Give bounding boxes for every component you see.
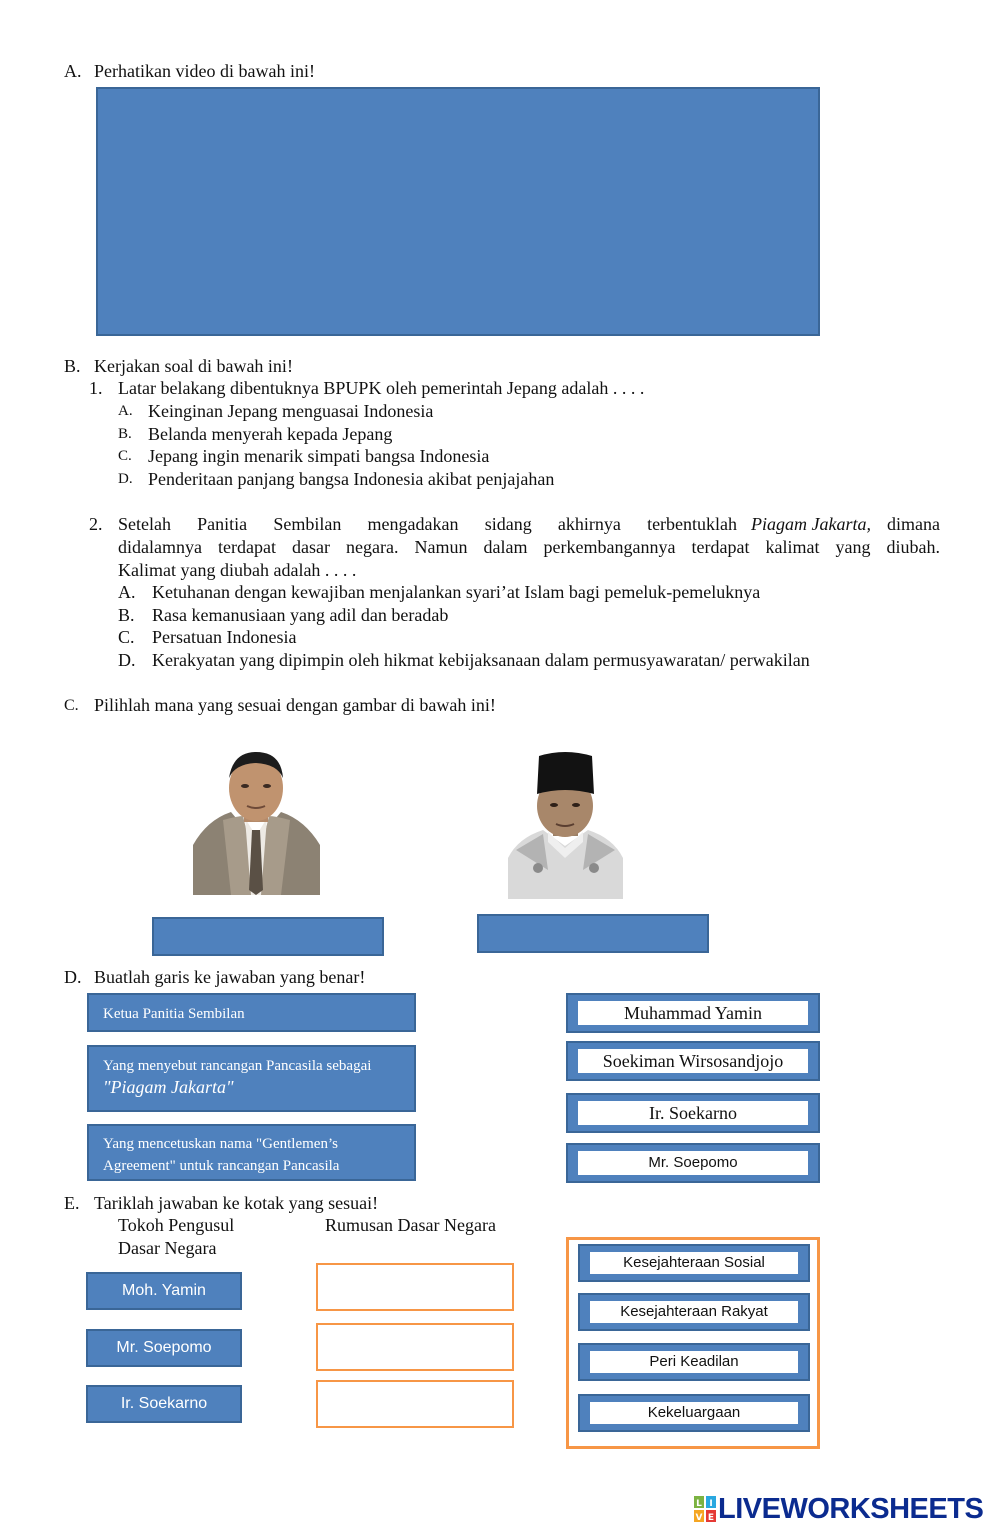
drag-option-2[interactable]	[578, 1293, 810, 1331]
match-question-1[interactable]	[87, 993, 416, 1032]
section-a-title: Perhatikan video di bawah ini!	[94, 61, 315, 81]
section-c-letter: C.	[64, 697, 79, 714]
q1-option-b-letter: B.	[118, 426, 132, 442]
drag-option-1-label: Kesejahteraan Sosial	[590, 1252, 798, 1274]
drag-option-2-label: Kesejahteraan Rakyat	[590, 1301, 798, 1323]
drop-zone-3[interactable]	[316, 1380, 514, 1428]
svg-text:I: I	[709, 1499, 713, 1509]
drag-option-4-label: Kekeluargaan	[590, 1402, 798, 1424]
match-question-1-text: Ketua Panitia Sembilan	[103, 1006, 245, 1022]
photo-1-answer-box[interactable]	[152, 917, 384, 956]
q1-option-b[interactable]: Belanda menyerah kepada Jepang	[148, 424, 393, 444]
q2-option-d-letter: D.	[118, 650, 136, 670]
svg-text:E: E	[707, 1513, 715, 1522]
match-answer-3-label: Ir. Soekarno	[578, 1101, 808, 1125]
q2-option-a[interactable]: Ketuhanan dengan kewajiban menjalankan syari’at Islam bagi pemeluk-pemeluknya	[152, 582, 761, 602]
column-heading-proposer-line2: Dasar Negara	[118, 1238, 217, 1258]
match-answer-1-label: Muhammad Yamin	[578, 1001, 808, 1025]
match-answer-1[interactable]	[566, 993, 820, 1033]
match-answer-3[interactable]	[566, 1093, 820, 1133]
video-player[interactable]	[96, 87, 820, 336]
drag-option-3-label: Peri Keadilan	[590, 1351, 798, 1373]
liveworksheets-brand[interactable]	[694, 1494, 983, 1524]
svg-text:L: L	[696, 1499, 702, 1509]
section-d-title: Buatlah garis ke jawaban yang benar!	[94, 967, 366, 987]
section-e-title: Tariklah jawaban ke kotak yang sesuai!	[94, 1193, 379, 1213]
drag-option-4[interactable]	[578, 1394, 810, 1432]
q2-number: 2.	[89, 514, 103, 534]
drag-option-3[interactable]	[578, 1343, 810, 1381]
section-e-letter: E.	[64, 1193, 80, 1213]
q2-line1-end: dimana	[887, 514, 940, 534]
section-d-letter: D.	[64, 967, 82, 987]
match-answer-4[interactable]	[566, 1143, 820, 1183]
column-heading-proposer-line1: Tokoh Pengusul	[118, 1215, 235, 1235]
section-b-title: Kerjakan soal di bawah ini!	[94, 356, 293, 376]
q2-line3: Kalimat yang diubah adalah . . . .	[118, 560, 357, 580]
match-answer-2-label: Soekiman Wirsosandjojo	[578, 1049, 808, 1073]
q2-line1-italic: Piagam Jakarta,	[751, 514, 872, 534]
proposer-soepomo[interactable]: Mr. Soepomo	[86, 1329, 242, 1367]
photo-2-answer-box[interactable]	[477, 914, 709, 953]
match-question-3-line2: Agreement" untuk rancangan Pancasila	[103, 1158, 340, 1174]
drop-zone-2[interactable]	[316, 1323, 514, 1371]
q1-option-a[interactable]: Keinginan Jepang menguasai Indonesia	[148, 401, 434, 421]
section-b-letter: B.	[64, 356, 81, 376]
portrait-photo-1	[193, 750, 320, 895]
match-question-3-line1: Yang mencetuskan nama "Gentlemen’s	[103, 1136, 338, 1152]
proposer-yamin[interactable]: Moh. Yamin	[86, 1272, 242, 1310]
section-c-title: Pilihlah mana yang sesuai dengan gambar di bawah ini!	[94, 695, 496, 715]
q1-option-d[interactable]: Penderitaan panjang bangsa Indonesia akibat penjajahan	[148, 469, 555, 489]
q1-option-c[interactable]: Jepang ingin menarik simpati bangsa Indonesia	[148, 446, 490, 466]
q1-option-c-letter: C.	[118, 448, 132, 464]
q1-text: Latar belakang dibentuknya BPUPK oleh pemerintah Jepang adalah . . . .	[118, 378, 645, 398]
q1-option-a-letter: A.	[118, 403, 133, 419]
drag-option-1[interactable]	[578, 1244, 810, 1282]
column-heading-formulation: Rumusan Dasar Negara	[325, 1215, 496, 1235]
match-answer-4-label: Mr. Soepomo	[578, 1151, 808, 1175]
liveworksheets-wordmark: LIVEWORKSHEETS	[718, 1493, 984, 1525]
match-question-2[interactable]	[87, 1045, 416, 1112]
match-question-2-line2: "Piagam Jakarta"	[103, 1077, 234, 1097]
portrait-photo-2	[508, 750, 623, 899]
q2-option-c[interactable]: Persatuan Indonesia	[152, 627, 297, 647]
q1-option-d-letter: D.	[118, 471, 133, 487]
match-question-3[interactable]	[87, 1124, 416, 1181]
proposer-soekarno[interactable]: Ir. Soekarno	[86, 1385, 242, 1423]
q2-option-b[interactable]: Rasa kemanusiaan yang adil dan beradab	[152, 605, 449, 625]
drop-zone-1[interactable]	[316, 1263, 514, 1311]
liveworksheets-logo-icon	[694, 1496, 716, 1522]
q2-option-d[interactable]: Kerakyatan yang dipimpin oleh hikmat kebijaksanaan dalam permusyawaratan/ perwakilan	[152, 650, 810, 670]
match-question-2-line1: Yang menyebut rancangan Pancasila sebagai	[103, 1058, 372, 1074]
q2-option-b-letter: B.	[118, 605, 135, 625]
q2-option-c-letter: C.	[118, 627, 135, 647]
section-a-letter: A.	[64, 61, 82, 81]
q2-line2: didalamnya terdapat dasar negara. Namun dalam perkembangannya terdapat kalimat yang diubah.	[118, 537, 940, 557]
match-answer-2[interactable]	[566, 1041, 820, 1081]
q2-option-a-letter: A.	[118, 582, 136, 602]
svg-text:V: V	[695, 1513, 703, 1522]
q2-line1-text: Setelah Panitia Sembilan mengadakan sidang akhirnya terbentuklah	[118, 514, 738, 534]
q1-number: 1.	[89, 378, 103, 398]
q2-line1	[118, 513, 940, 535]
